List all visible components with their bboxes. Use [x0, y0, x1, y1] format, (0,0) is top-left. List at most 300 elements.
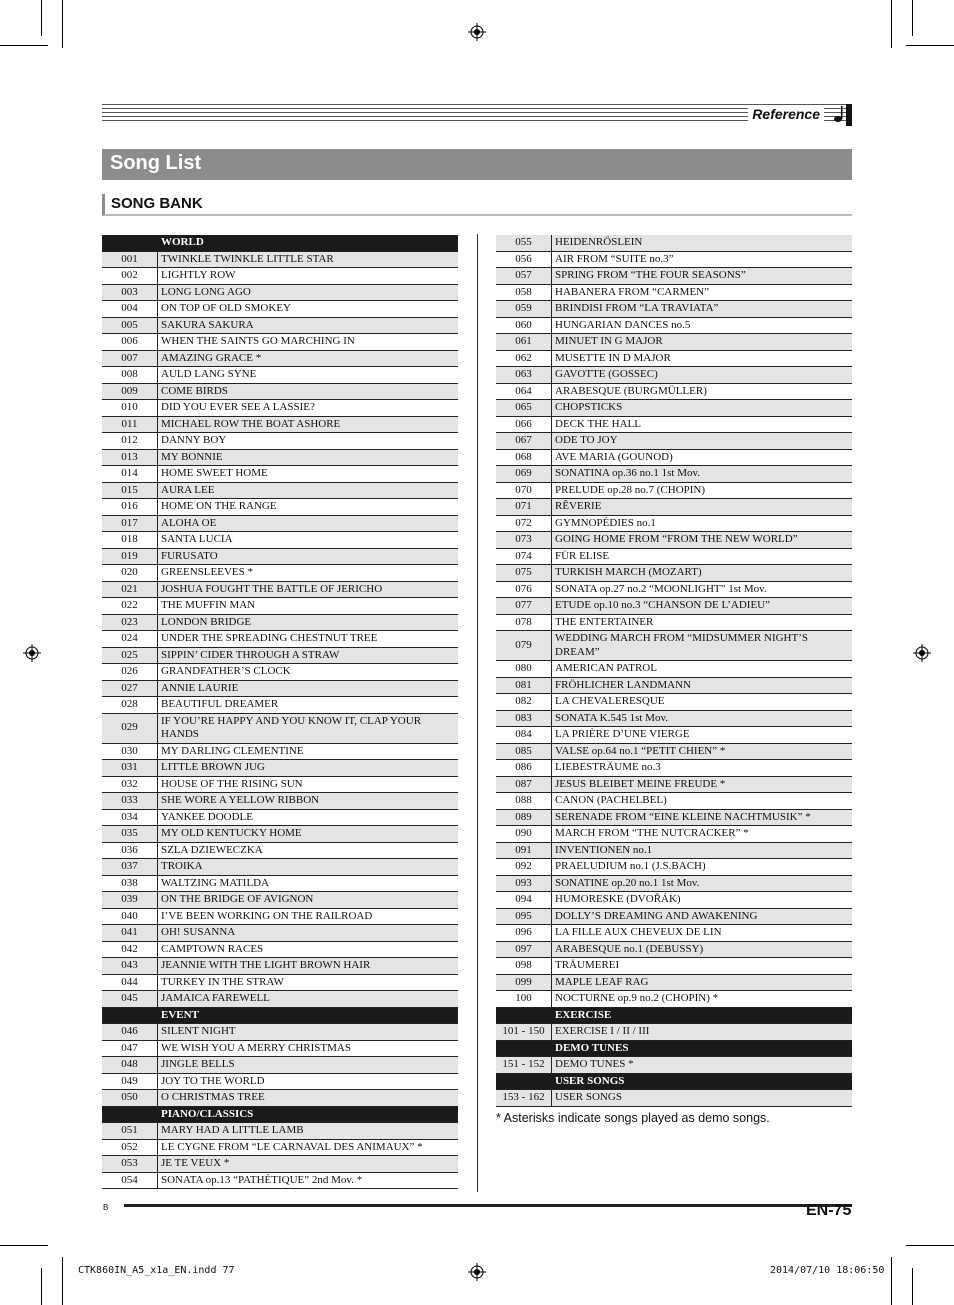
song-number: 006: [102, 334, 158, 351]
song-title: MUSETTE IN D MAJOR: [552, 350, 853, 367]
song-row: [496, 661, 852, 678]
song-number: 092: [496, 859, 552, 876]
song-title: AMERICAN PATROL: [552, 661, 853, 678]
category-name: EVENT: [158, 1007, 459, 1024]
song-title: BEAUTIFUL DREAMER: [158, 697, 459, 714]
song-number: 024: [102, 631, 158, 648]
song-number: 076: [496, 581, 552, 598]
crop-mark: [0, 1245, 48, 1246]
song-number: 004: [102, 301, 158, 318]
song-row: [496, 809, 852, 826]
song-title: JAMAICA FAREWELL: [158, 991, 459, 1008]
song-number: 058: [496, 284, 552, 301]
song-row: [102, 1057, 458, 1074]
song-number: 034: [102, 809, 158, 826]
song-number: 008: [102, 367, 158, 384]
song-row: [102, 908, 458, 925]
registration-mark-icon: [468, 1263, 486, 1281]
song-number: 007: [102, 350, 158, 367]
song-row: [102, 680, 458, 697]
song-title: CHOPSTICKS: [552, 400, 853, 417]
song-title: MY DARLING CLEMENTINE: [158, 743, 459, 760]
song-number: 039: [102, 892, 158, 909]
song-row: [102, 1139, 458, 1156]
crop-mark: [41, 0, 42, 36]
song-row: [102, 941, 458, 958]
song-title: DEMO TUNES *: [552, 1057, 853, 1074]
song-number: 065: [496, 400, 552, 417]
song-title: THE ENTERTAINER: [552, 614, 853, 631]
song-row: [496, 614, 852, 631]
song-number: 064: [496, 383, 552, 400]
category-name: PIANO/CLASSICS: [158, 1106, 459, 1123]
song-number: 061: [496, 334, 552, 351]
song-number: 095: [496, 908, 552, 925]
song-title: GAVOTTE (GOSSEC): [552, 367, 853, 384]
song-title: LIEBESTRÄUME no.3: [552, 760, 853, 777]
song-title: EXERCISE I / II / III: [552, 1024, 853, 1041]
song-row: [496, 677, 852, 694]
song-title: SONATA op.13 “PATHÉTIQUE” 2nd Mov. *: [158, 1172, 459, 1189]
song-title: O CHRISTMAS TREE: [158, 1090, 459, 1107]
song-row: [102, 482, 458, 499]
song-number: 028: [102, 697, 158, 714]
crop-mark: [0, 45, 48, 46]
category-header-row: [496, 1040, 852, 1057]
song-title: JESUS BLEIBET MEINE FREUDE *: [552, 776, 853, 793]
song-number: [496, 1040, 552, 1057]
song-row: [496, 515, 852, 532]
song-title: WE WISH YOU A MERRY CHRISTMAS: [158, 1040, 459, 1057]
song-number: 025: [102, 647, 158, 664]
song-title: ARABESQUE no.1 (DEBUSSY): [552, 941, 853, 958]
song-number: 087: [496, 776, 552, 793]
song-row: [102, 1073, 458, 1090]
song-row: [496, 892, 852, 909]
song-row: [102, 416, 458, 433]
song-title: ON THE BRIDGE OF AVIGNON: [158, 892, 459, 909]
song-title: DOLLY’S DREAMING AND AWAKENING: [552, 908, 853, 925]
song-title: FÜR ELISE: [552, 548, 853, 565]
song-number: 077: [496, 598, 552, 615]
song-number: 100: [496, 991, 552, 1008]
song-row: [102, 614, 458, 631]
song-row: [102, 334, 458, 351]
crop-mark: [912, 0, 913, 36]
song-number: 091: [496, 842, 552, 859]
song-number: 055: [496, 235, 552, 251]
song-title: SIPPIN’ CIDER THROUGH A STRAW: [158, 647, 459, 664]
song-number: 151 - 152: [496, 1057, 552, 1074]
song-row: [102, 284, 458, 301]
song-title: AVE MARIA (GOUNOD): [552, 449, 853, 466]
song-number: 045: [102, 991, 158, 1008]
crop-mark: [41, 1268, 42, 1305]
song-number: 083: [496, 710, 552, 727]
song-title: ETUDE op.10 no.3 “CHANSON DE L’ADIEU”: [552, 598, 853, 615]
song-number: 035: [102, 826, 158, 843]
song-row: [496, 826, 852, 843]
registration-mark-icon: [913, 644, 931, 662]
song-number: 097: [496, 941, 552, 958]
song-row: [496, 694, 852, 711]
song-title: YANKEE DOODLE: [158, 809, 459, 826]
song-number: 027: [102, 680, 158, 697]
song-title: DECK THE HALL: [552, 416, 853, 433]
song-number: 101 - 150: [496, 1024, 552, 1041]
song-row: [496, 842, 852, 859]
song-row: [496, 875, 852, 892]
song-row: [496, 400, 852, 417]
song-row: [102, 581, 458, 598]
song-table-right: [496, 235, 852, 1107]
song-number: 099: [496, 974, 552, 991]
song-row: [496, 776, 852, 793]
song-row: [496, 598, 852, 615]
column-divider: [477, 234, 478, 1192]
crop-mark: [62, 1257, 63, 1305]
song-row: [496, 631, 852, 661]
song-number: 037: [102, 859, 158, 876]
page-title-bar: [102, 149, 852, 180]
song-row: [496, 548, 852, 565]
registration-mark-icon: [468, 23, 486, 41]
song-number: 043: [102, 958, 158, 975]
crop-mark: [891, 0, 892, 48]
song-row: [102, 760, 458, 777]
song-row: [496, 727, 852, 744]
song-number: 022: [102, 598, 158, 615]
song-title: GREENSLEEVES *: [158, 565, 459, 582]
song-row: [102, 548, 458, 565]
song-title: JOSHUA FOUGHT THE BATTLE OF JERICHO: [158, 581, 459, 598]
song-row: [102, 383, 458, 400]
song-title: WEDDING MARCH FROM “MIDSUMMER NIGHT’S DREAM”: [552, 631, 853, 661]
song-title: HABANERA FROM “CARMEN”: [552, 284, 853, 301]
song-number: 069: [496, 466, 552, 483]
song-row: [102, 842, 458, 859]
song-row: [102, 875, 458, 892]
song-title: GRANDFATHER’S CLOCK: [158, 664, 459, 681]
song-title: SONATINE op.20 no.1 1st Mov.: [552, 875, 853, 892]
song-row: [102, 958, 458, 975]
song-number: 063: [496, 367, 552, 384]
song-number: 012: [102, 433, 158, 450]
category-header-row: [102, 235, 458, 251]
song-table-left: [102, 235, 458, 1189]
song-number: 080: [496, 661, 552, 678]
song-number: 059: [496, 301, 552, 318]
song-title: DANNY BOY: [158, 433, 459, 450]
song-title: LA CHEVALERESQUE: [552, 694, 853, 711]
song-title: ARABESQUE (BURGMÜLLER): [552, 383, 853, 400]
crop-mark: [912, 1268, 913, 1305]
slug-timestamp: 2014/07/10 18:06:50: [770, 1265, 885, 1276]
song-number: 074: [496, 548, 552, 565]
song-title: MICHAEL ROW THE BOAT ASHORE: [158, 416, 459, 433]
song-title: SHE WORE A YELLOW RIBBON: [158, 793, 459, 810]
category-header-row: [102, 1106, 458, 1123]
song-title: JINGLE BELLS: [158, 1057, 459, 1074]
song-row: [102, 499, 458, 516]
song-row: [102, 1156, 458, 1173]
song-title: JE TE VEUX *: [158, 1156, 459, 1173]
song-number: 019: [102, 548, 158, 565]
song-title: LA FILLE AUX CHEVEUX DE LIN: [552, 925, 853, 942]
song-title: SONATA op.27 no.2 “MOONLIGHT” 1st Mov.: [552, 581, 853, 598]
page-title: Song List: [110, 152, 202, 174]
song-row: [102, 713, 458, 743]
song-number: 056: [496, 251, 552, 268]
song-title: HOME ON THE RANGE: [158, 499, 459, 516]
song-row: [496, 482, 852, 499]
song-number: 096: [496, 925, 552, 942]
registration-mark-icon: [23, 644, 41, 662]
song-title: HOME SWEET HOME: [158, 466, 459, 483]
song-title: UNDER THE SPREADING CHESTNUT TREE: [158, 631, 459, 648]
song-row: [496, 859, 852, 876]
song-row: [496, 710, 852, 727]
song-row: [496, 301, 852, 318]
song-row: [496, 991, 852, 1008]
song-title: LITTLE BROWN JUG: [158, 760, 459, 777]
song-title: MY OLD KENTUCKY HOME: [158, 826, 459, 843]
song-number: 049: [102, 1073, 158, 1090]
song-title: HOUSE OF THE RISING SUN: [158, 776, 459, 793]
song-row: [102, 1040, 458, 1057]
song-number: 040: [102, 908, 158, 925]
song-row: [102, 400, 458, 417]
song-number: 068: [496, 449, 552, 466]
song-title: CAMPTOWN RACES: [158, 941, 459, 958]
song-title: AMAZING GRACE *: [158, 350, 459, 367]
footer-rule: [124, 1204, 852, 1207]
song-number: 094: [496, 892, 552, 909]
song-title: COME BIRDS: [158, 383, 459, 400]
song-number: 026: [102, 664, 158, 681]
song-row: [496, 974, 852, 991]
song-title: SZLA DZIEWECZKA: [158, 842, 459, 859]
song-number: 010: [102, 400, 158, 417]
song-title: GYMNOPÉDIES no.1: [552, 515, 853, 532]
song-number: 041: [102, 925, 158, 942]
song-title: SONATINA op.36 no.1 1st Mov.: [552, 466, 853, 483]
song-number: 015: [102, 482, 158, 499]
song-row: [496, 466, 852, 483]
song-title: TURKEY IN THE STRAW: [158, 974, 459, 991]
song-number: 009: [102, 383, 158, 400]
song-title: LONDON BRIDGE: [158, 614, 459, 631]
song-row: [102, 1024, 458, 1041]
song-row: [102, 776, 458, 793]
song-number: 046: [102, 1024, 158, 1041]
song-row: [496, 908, 852, 925]
song-title: LE CYGNE FROM “LE CARNAVAL DES ANIMAUX” *: [158, 1139, 459, 1156]
song-number: 001: [102, 251, 158, 268]
song-row: [102, 565, 458, 582]
song-title: SONATA K.545 1st Mov.: [552, 710, 853, 727]
song-number: 005: [102, 317, 158, 334]
song-row: [102, 317, 458, 334]
song-row: [102, 743, 458, 760]
crop-mark: [906, 45, 954, 46]
song-number: 073: [496, 532, 552, 549]
song-row: [496, 793, 852, 810]
category-header-row: [496, 1007, 852, 1024]
song-row: [496, 532, 852, 549]
song-number: 016: [102, 499, 158, 516]
song-title: JEANNIE WITH THE LIGHT BROWN HAIR: [158, 958, 459, 975]
note-icon: [830, 104, 852, 126]
song-number: 030: [102, 743, 158, 760]
song-number: 023: [102, 614, 158, 631]
song-row: [102, 647, 458, 664]
song-title: DID YOU EVER SEE A LASSIE?: [158, 400, 459, 417]
song-row: [496, 743, 852, 760]
song-number: 078: [496, 614, 552, 631]
song-row: [496, 251, 852, 268]
song-row: [102, 697, 458, 714]
song-title: I’VE BEEN WORKING ON THE RAILROAD: [158, 908, 459, 925]
song-number: 044: [102, 974, 158, 991]
song-title: LONG LONG AGO: [158, 284, 459, 301]
song-title: FRÖHLICHER LANDMANN: [552, 677, 853, 694]
song-title: ANNIE LAURIE: [158, 680, 459, 697]
song-title: AULD LANG SYNE: [158, 367, 459, 384]
song-title: HUMORESKE (DVOŘÁK): [552, 892, 853, 909]
song-title: PRELUDE op.28 no.7 (CHOPIN): [552, 482, 853, 499]
song-title: SILENT NIGHT: [158, 1024, 459, 1041]
song-number: 082: [496, 694, 552, 711]
song-title: ALOHA OE: [158, 515, 459, 532]
song-title: SPRING FROM “THE FOUR SEASONS”: [552, 268, 853, 285]
song-row: [496, 1090, 852, 1107]
song-number: 067: [496, 433, 552, 450]
crop-mark: [891, 1257, 892, 1305]
song-row: [102, 449, 458, 466]
song-title: AIR FROM “SUITE no.3”: [552, 251, 853, 268]
song-row: [496, 941, 852, 958]
song-title: CANON (PACHELBEL): [552, 793, 853, 810]
crop-mark: [62, 0, 63, 48]
song-title: TROIKA: [158, 859, 459, 876]
song-row: [102, 793, 458, 810]
song-number: 086: [496, 760, 552, 777]
song-row: [496, 565, 852, 582]
song-title: THE MUFFIN MAN: [158, 598, 459, 615]
song-row: [102, 826, 458, 843]
slug-file-info: CTK860IN_A5_x1a_EN.indd 77: [78, 1265, 235, 1276]
song-title: MINUET IN G MAJOR: [552, 334, 853, 351]
song-row: [102, 1123, 458, 1140]
song-number: [102, 1106, 158, 1123]
song-title: BRINDISI FROM “LA TRAVIATA”: [552, 301, 853, 318]
section-heading: [102, 194, 852, 216]
song-title: MAPLE LEAF RAG: [552, 974, 853, 991]
song-number: 153 - 162: [496, 1090, 552, 1107]
page-number: EN-75: [806, 1202, 852, 1219]
category-name: USER SONGS: [552, 1073, 853, 1090]
song-row: [496, 958, 852, 975]
song-row: [496, 367, 852, 384]
section-title: SONG BANK: [111, 195, 203, 212]
song-title: RÊVERIE: [552, 499, 853, 516]
song-number: 072: [496, 515, 552, 532]
song-row: [102, 925, 458, 942]
category-name: DEMO TUNES: [552, 1040, 853, 1057]
category-name: EXERCISE: [552, 1007, 853, 1024]
song-title: LA PRIÈRE D’UNE VIERGE: [552, 727, 853, 744]
song-row: [102, 991, 458, 1008]
song-number: 014: [102, 466, 158, 483]
song-title: MARCH FROM “THE NUTCRACKER” *: [552, 826, 853, 843]
song-number: [496, 1073, 552, 1090]
song-title: NOCTURNE op.9 no.2 (CHOPIN) *: [552, 991, 853, 1008]
song-row: [496, 284, 852, 301]
song-number: 079: [496, 631, 552, 661]
footer-mark: B: [103, 1203, 109, 1212]
song-row: [102, 1090, 458, 1107]
song-number: 003: [102, 284, 158, 301]
category-name: WORLD: [158, 235, 459, 251]
song-number: 050: [102, 1090, 158, 1107]
song-title: VALSE op.64 no.1 “PETIT CHIEN” *: [552, 743, 853, 760]
song-number: [496, 1007, 552, 1024]
song-title: MY BONNIE: [158, 449, 459, 466]
song-number: [102, 235, 158, 251]
song-row: [496, 760, 852, 777]
song-number: 060: [496, 317, 552, 334]
song-number: 088: [496, 793, 552, 810]
song-row: [496, 383, 852, 400]
footnote: * Asterisks indicate songs played as demo songs.: [496, 1111, 770, 1125]
song-number: 098: [496, 958, 552, 975]
song-row: [496, 416, 852, 433]
crop-mark: [906, 1245, 954, 1246]
category-header-row: [102, 1007, 458, 1024]
song-number: 048: [102, 1057, 158, 1074]
song-number: 031: [102, 760, 158, 777]
song-title: TRÄUMEREI: [552, 958, 853, 975]
song-title: INVENTIONEN no.1: [552, 842, 853, 859]
song-row: [102, 892, 458, 909]
song-row: [102, 268, 458, 285]
song-number: 089: [496, 809, 552, 826]
song-title: GOING HOME FROM “FROM THE NEW WORLD”: [552, 532, 853, 549]
song-row: [496, 317, 852, 334]
song-number: 029: [102, 713, 158, 743]
song-number: 066: [496, 416, 552, 433]
song-number: 081: [496, 677, 552, 694]
song-number: 051: [102, 1123, 158, 1140]
song-title: MARY HAD A LITTLE LAMB: [158, 1123, 459, 1140]
song-number: 017: [102, 515, 158, 532]
song-row: [102, 466, 458, 483]
song-number: 042: [102, 941, 158, 958]
song-title: PRAELUDIUM no.1 (J.S.BACH): [552, 859, 853, 876]
song-number: 013: [102, 449, 158, 466]
song-title: IF YOU’RE HAPPY AND YOU KNOW IT, CLAP YOUR HANDS: [158, 713, 459, 743]
song-row: [102, 1172, 458, 1189]
song-row: [102, 664, 458, 681]
song-number: 093: [496, 875, 552, 892]
song-row: [102, 974, 458, 991]
song-title: WHEN THE SAINTS GO MARCHING IN: [158, 334, 459, 351]
reference-label: Reference: [748, 106, 824, 122]
song-row: [102, 809, 458, 826]
song-row: [102, 251, 458, 268]
song-number: 054: [102, 1172, 158, 1189]
